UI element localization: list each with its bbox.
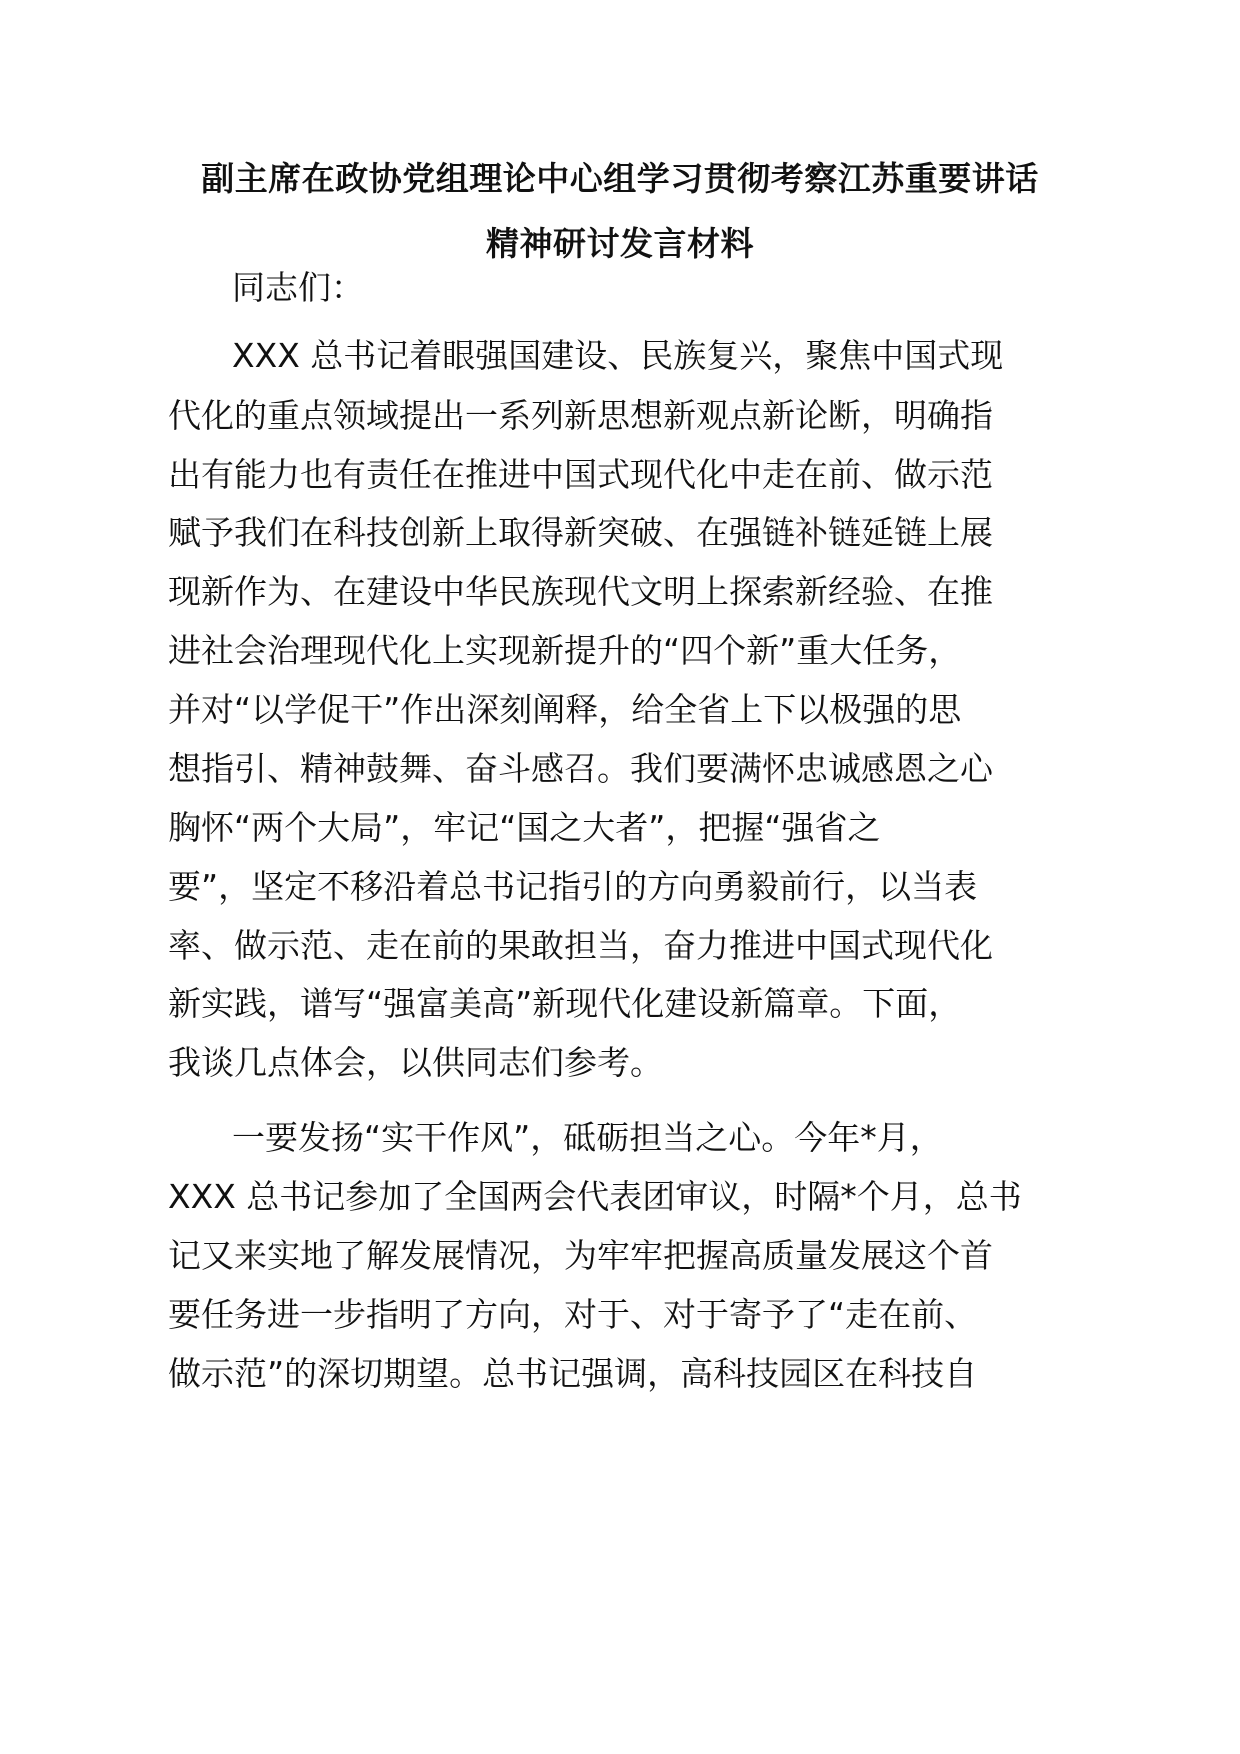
paragraph-1-line: 我谈几点体会，以供同志们参考。 xyxy=(168,1043,663,1082)
paragraph-1-line: XXX 总书记着眼强国建设、民族复兴，聚焦中国式现 xyxy=(232,336,1004,375)
paragraph-1-line: 想指引、精神鼓舞、奋斗感召。我们要满怀忠诚感恩之心 xyxy=(168,749,993,788)
paragraph-2-line: 一要发扬“实干作风”，砥砺担当之心。今年*月， xyxy=(232,1118,943,1157)
paragraph-2-line: 做示范”的深切期望。总书记强调，高科技园区在科技自 xyxy=(168,1354,978,1393)
document-title-line-1: 副主席在政协党组理论中心组学习贯彻考察江苏重要讲话 xyxy=(201,159,1039,198)
paragraph-1-line: 率、做示范、走在前的果敢担当，奋力推进中国式现代化 xyxy=(168,926,993,965)
paragraph-1-line: 胸怀“两个大局”，牢记“国之大者”，把握“强省之 xyxy=(168,808,881,847)
paragraph-2-line: 要任务进一步指明了方向，对于、对于寄予了“走在前、 xyxy=(168,1295,978,1334)
paragraph-1-line: 代化的重点领域提出一系列新思想新观点新论断，明确指 xyxy=(168,396,993,435)
salutation: 同志们： xyxy=(232,268,364,307)
paragraph-2-line: 记又来实地了解发展情况，为牢牢把握高质量发展这个首 xyxy=(168,1236,993,1275)
paragraph-1-line: 出有能力也有责任在推进中国式现代化中走在前、做示范 xyxy=(168,455,993,494)
paragraph-1-line: 新实践，谱写“强富美高”新现代化建设新篇章。下面， xyxy=(168,984,962,1023)
paragraph-2-line: XXX 总书记参加了全国两会代表团审议，时隔*个月，总书 xyxy=(168,1177,1022,1216)
paragraph-1-line: 赋予我们在科技创新上取得新突破、在强链补链延链上展 xyxy=(168,513,993,552)
paragraph-1-line: 现新作为、在建设中华民族现代文明上探索新经验、在推 xyxy=(168,572,993,611)
document-title-line-2: 精神研讨发言材料 xyxy=(486,224,754,263)
paragraph-1-line: 要”，坚定不移沿着总书记指引的方向勇毅前行，以当表 xyxy=(168,867,978,906)
paragraph-1-line: 并对“以学促干”作出深刻阐释，给全省上下以极强的思 xyxy=(168,690,962,729)
paragraph-1-line: 进社会治理现代化上实现新提升的“四个新”重大任务， xyxy=(168,631,962,670)
